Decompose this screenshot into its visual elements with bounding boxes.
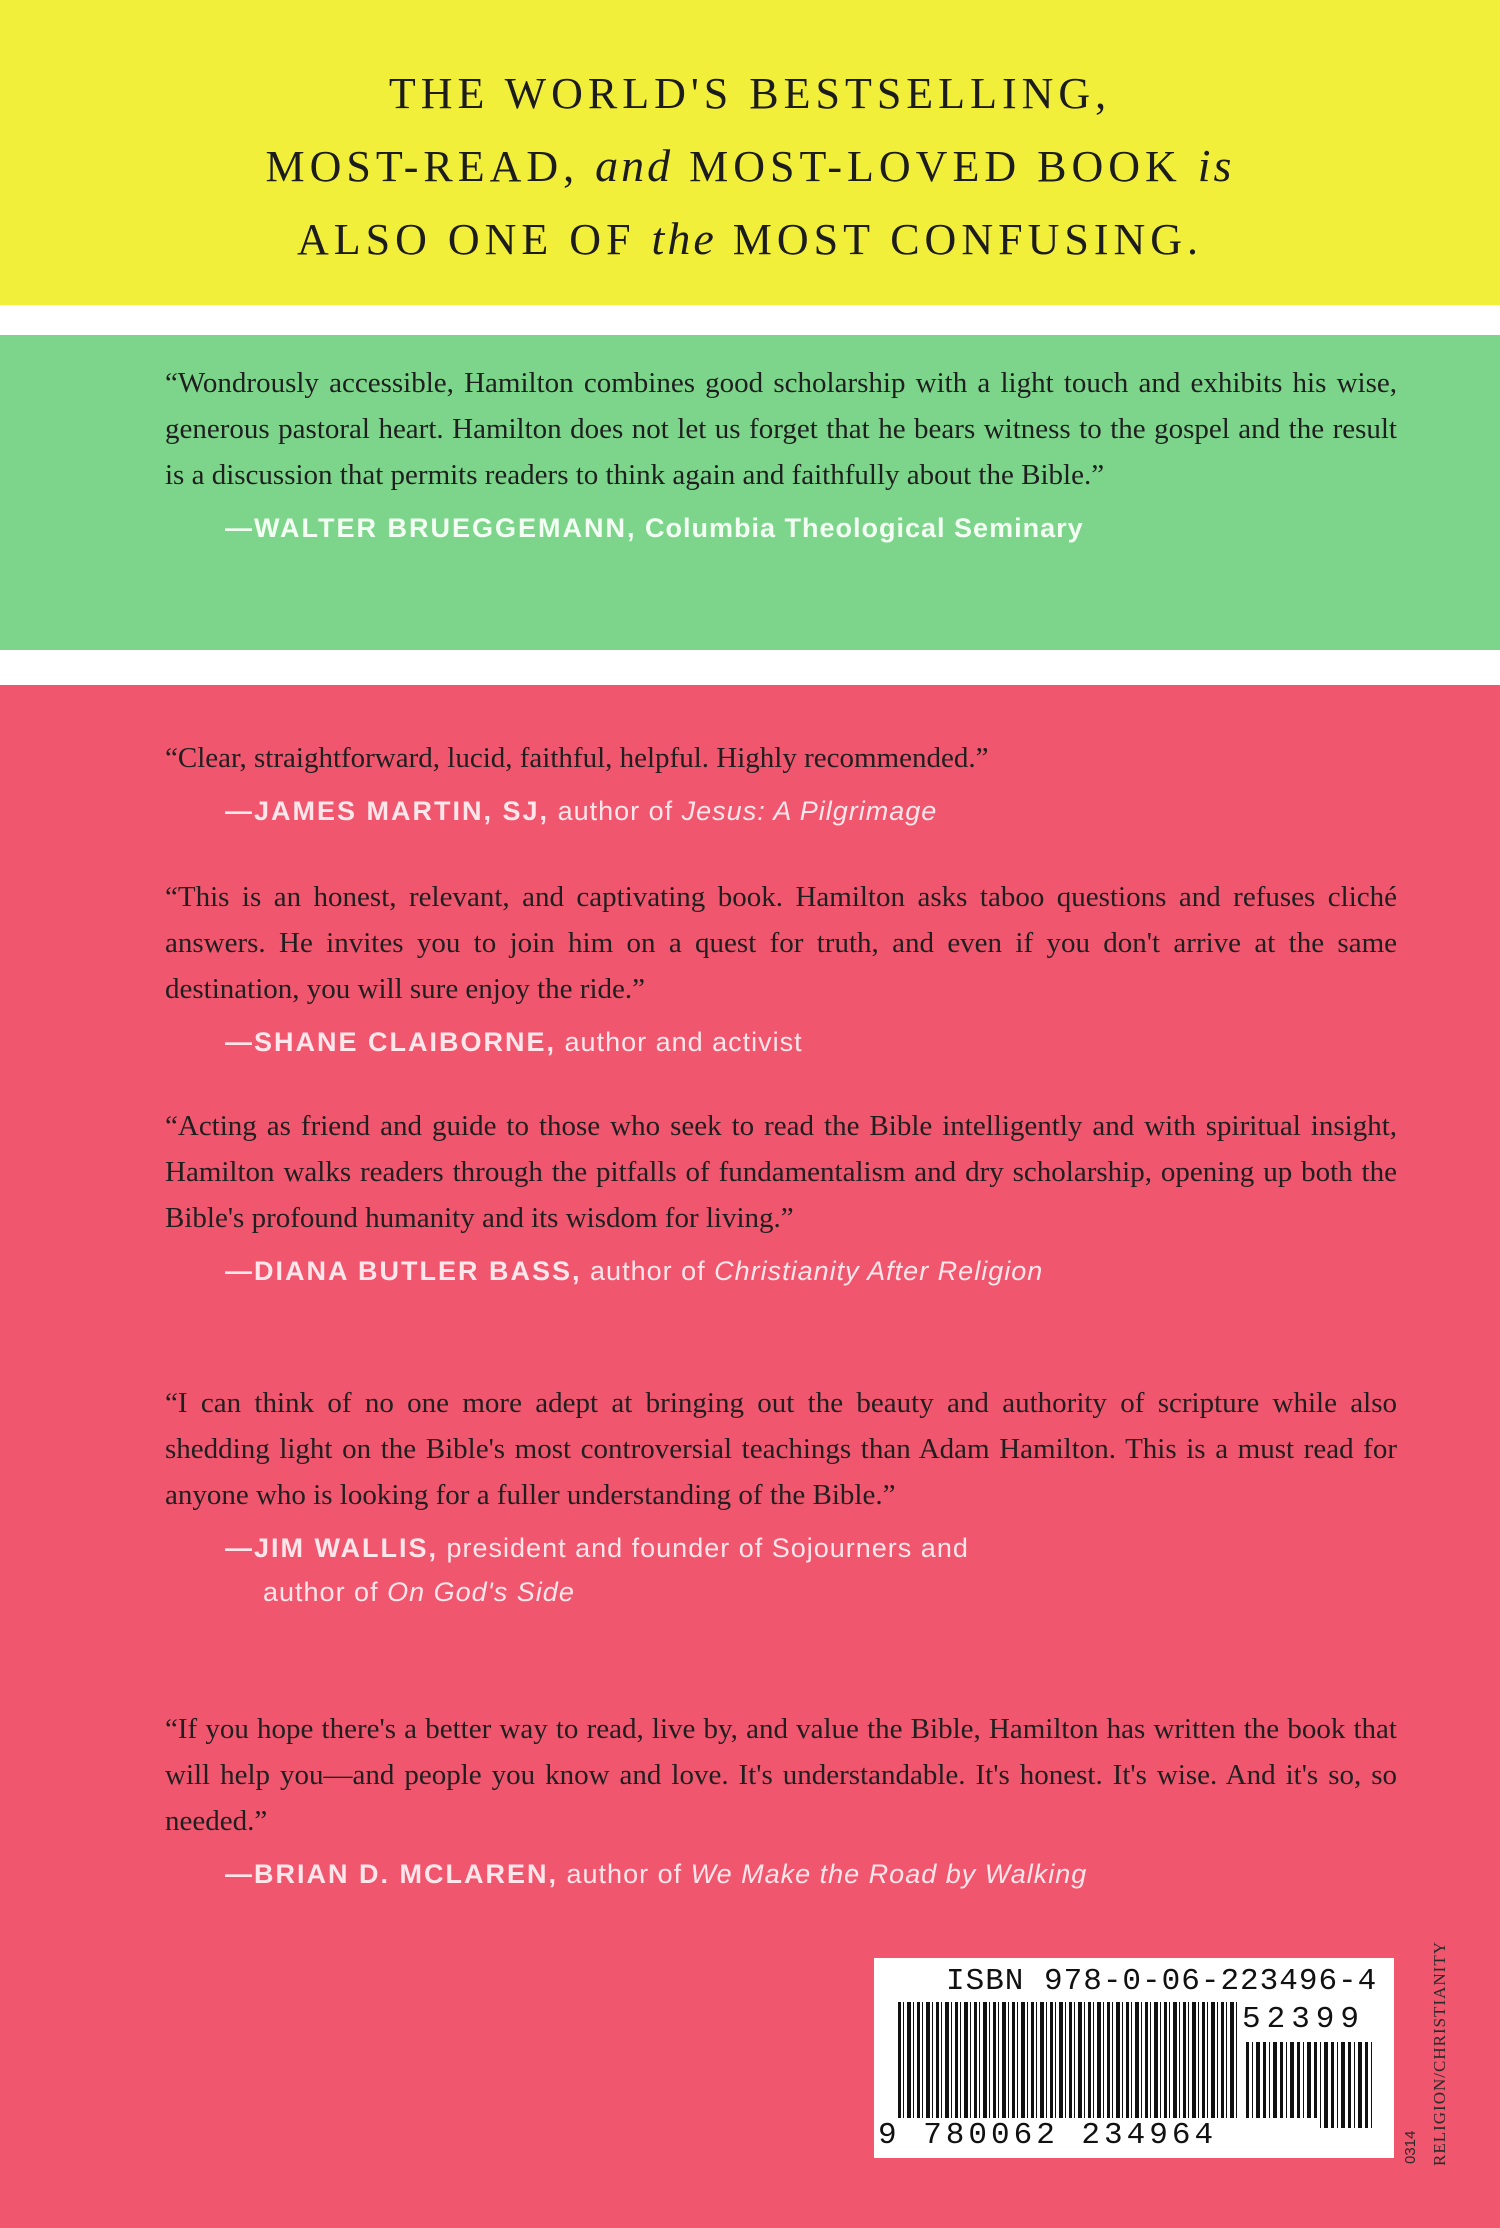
endorsement-attribution	[225, 1852, 1397, 1896]
endorsement-mclaren	[165, 1706, 1397, 1896]
barcode-number: 9 780062 234964	[878, 2118, 1318, 2154]
endorser-name: —BRIAN D. MCLAREN,	[225, 1859, 558, 1889]
endorser-book-title: Jesus: A Pilgrimage	[681, 796, 938, 826]
price-barcode-bars	[1246, 2042, 1374, 2128]
endorser-name: —DIANA BUTLER BASS,	[225, 1256, 582, 1286]
endorsement-text: “Acting as friend and guide to those who seek to read the Bible intelligently and with spiritual insight, Hamilton walks readers through the pitfalls of fundamentalism and dry scholarship, opening up both the Bible's profound humanity and its wisdom for living.”	[165, 1110, 1397, 1234]
endorsement-wallis	[165, 1380, 1397, 1614]
isbn-barcode	[874, 1958, 1394, 2158]
endorsement-attribution	[225, 1526, 1397, 1614]
endorsement-text: “Clear, straightforward, lucid, faithful, helpful. Highly recommended.”	[165, 742, 989, 774]
endorser-affiliation: author of	[557, 796, 674, 826]
endorsement-martin	[165, 735, 1397, 833]
endorser-name: —WALTER BRUEGGEMANN,	[225, 513, 637, 543]
endorser-affiliation: author and activist	[564, 1027, 803, 1057]
endorsement-attribution	[225, 1020, 1397, 1064]
headline-text: MOST CONFUSING.	[732, 215, 1204, 264]
headline-line-2	[0, 130, 1500, 203]
headline-italic: the	[651, 213, 717, 264]
endorser-book-title: On God's Side	[387, 1577, 575, 1607]
endorsement-text: “This is an honest, relevant, and captivating book. Hamilton asks taboo questions and refuses cliché answers. He invites you to join him on a quest for truth, and even if you don't arrive at the same destination, you will sure enjoy the ride.”	[165, 881, 1397, 1005]
endorsement-text: “Wondrously accessible, Hamilton combines good scholarship with a light touch and exhibits his wise, generous pastoral heart. Hamilton does not let us forget that he bears witness to the gospel and the result is a discussion that permits readers to think again and faithfully about the Bible.”	[165, 367, 1397, 491]
headline	[0, 58, 1500, 276]
print-code: 0314	[1402, 2130, 1419, 2164]
divider-stripe	[0, 305, 1500, 335]
category-label: RELIGION/CHRISTIANITY	[1430, 1941, 1449, 2166]
headline-line-1: THE WORLD'S BESTSELLING,	[388, 69, 1112, 118]
endorsement-bass	[165, 1103, 1397, 1293]
endorsement-text: “I can think of no one more adept at bringing out the beauty and authority of scripture while also shedding light on the Bible's most controversial teachings than Adam Hamilton. This is a must read for anyone who is looking for a fuller understanding of the Bible.”	[165, 1387, 1397, 1511]
headline-italic: and	[595, 140, 674, 191]
headline-text: MOST-READ,	[265, 142, 580, 191]
endorsement-text: “If you hope there's a better way to read, live by, and value the Bible, Hamilton has written the book that will help you—and people you know and love. It's understandable. It's honest. It's wise. And it's so, so needed.”	[165, 1713, 1397, 1837]
endorsement-brueggemann	[165, 360, 1397, 550]
endorsement-attribution	[225, 789, 1397, 833]
endorser-affiliation: author of	[566, 1859, 683, 1889]
endorser-affiliation: president and founder of Sojourners and	[446, 1533, 969, 1563]
endorsement-claiborne	[165, 874, 1397, 1064]
endorser-affiliation: author of	[263, 1577, 379, 1607]
barcode-bars	[898, 2002, 1238, 2128]
endorsement-attribution	[225, 506, 1397, 550]
endorser-affiliation: Columbia Theological Seminary	[645, 513, 1084, 543]
endorser-affiliation-line-2	[263, 1570, 1397, 1614]
endorser-book-title: Christianity After Religion	[714, 1256, 1044, 1286]
endorser-affiliation: author of	[590, 1256, 706, 1286]
isbn-label: ISBN 978-0-06-223496-4	[946, 1964, 1378, 1999]
endorser-name: —JIM WALLIS,	[225, 1533, 438, 1563]
endorser-name: —JAMES MARTIN, SJ,	[225, 796, 550, 826]
headline-text: ALSO ONE OF	[296, 215, 636, 264]
price-code: 52399	[1242, 2002, 1366, 2037]
endorsement-attribution	[225, 1249, 1397, 1293]
endorser-name: —SHANE CLAIBORNE,	[225, 1027, 557, 1057]
headline-line-3	[0, 203, 1500, 276]
endorser-book-title: We Make the Road by Walking	[690, 1859, 1088, 1889]
divider-stripe	[0, 650, 1500, 685]
headline-text: MOST-LOVED BOOK	[689, 142, 1182, 191]
headline-italic: is	[1197, 140, 1235, 191]
